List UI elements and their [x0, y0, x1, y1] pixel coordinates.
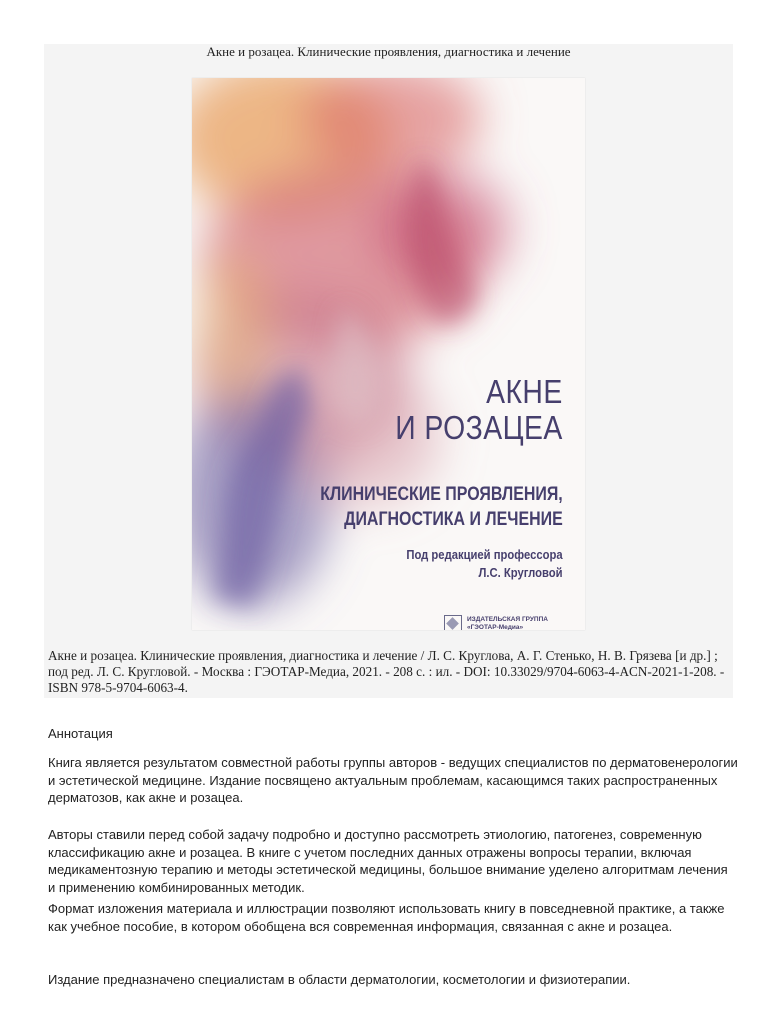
annotation-paragraph: Издание предназначено специалистам в области дерматологии, косметологии и физиотерапии.: [48, 972, 631, 987]
book-info-panel: [44, 44, 733, 698]
cover-subtitle: [320, 482, 563, 532]
cover-subtitle-line: КЛИНИЧЕСКИЕ ПРОЯВЛЕНИЯ,: [320, 484, 563, 505]
book-cover: [192, 78, 585, 630]
annotation-paragraph: Авторы ставили перед собой задачу подробно и доступно рассмотреть этиологию, патогенез, современную классификацию акне и розацеа. В книге с учетом последних данных отражены вопросы терапии, включая медикаментозную терапию и методы эстетической медицины, большое внимание уделено алгоритмам лечения и применению комбинированных методик.: [48, 827, 728, 895]
bibliographic-citation: Акне и розацеа. Клинические проявления, диагностика и лечение / Л. С. Круглова, А. Г. Стенько, Н. В. Грязева [и др.] ; под ред. Л. С. Кругловой. - Москва : ГЭОТАР-Медиа, 2021. - 208 с. : ил. - DOI: 10.33029/9704-6063-4-ACN-2021-1-208. - ISBN 978-5-9704-6063-4.: [48, 648, 725, 695]
annotation-paragraph: Формат изложения материала и иллюстрации позволяют использовать книгу в повседневной практике, а также как учебное пособие, в котором обобщена вся современная информация, связанная с акне и розацеа.: [48, 901, 725, 934]
annotation-paragraph: Книга является результатом совместной работы группы авторов - ведущих специалистов по дерматовенерологии и эстетической медицине. Издание посвящено актуальным проблемам, касающимся таких распространенных дерматозов, как акне и розацеа.: [48, 755, 738, 806]
cover-title-line: АКНЕ: [486, 373, 563, 410]
cover-editor-line: Под редакцией профессора: [406, 548, 563, 562]
annotation-heading: Аннотация: [48, 726, 113, 741]
cover-subtitle-line: ДИАГНОСТИКА И ЛЕЧЕНИЕ: [344, 509, 563, 530]
publisher-line: «ГЭОТАР-Медиа»: [467, 624, 524, 630]
publisher-logo-icon: [444, 615, 462, 630]
cover-editor: [407, 546, 563, 582]
publisher-block: [444, 613, 548, 630]
publisher-line: ИЗДАТЕЛЬСКАЯ ГРУППА: [467, 616, 548, 623]
cover-title: [396, 374, 563, 446]
publisher-name: [467, 616, 548, 630]
cover-title-line: И РОЗАЦЕА: [395, 409, 563, 446]
document-title: Акне и розацеа. Клинические проявления, диагностика и лечение: [206, 44, 571, 59]
cover-editor-name: Л.С. Кругловой: [478, 566, 563, 580]
